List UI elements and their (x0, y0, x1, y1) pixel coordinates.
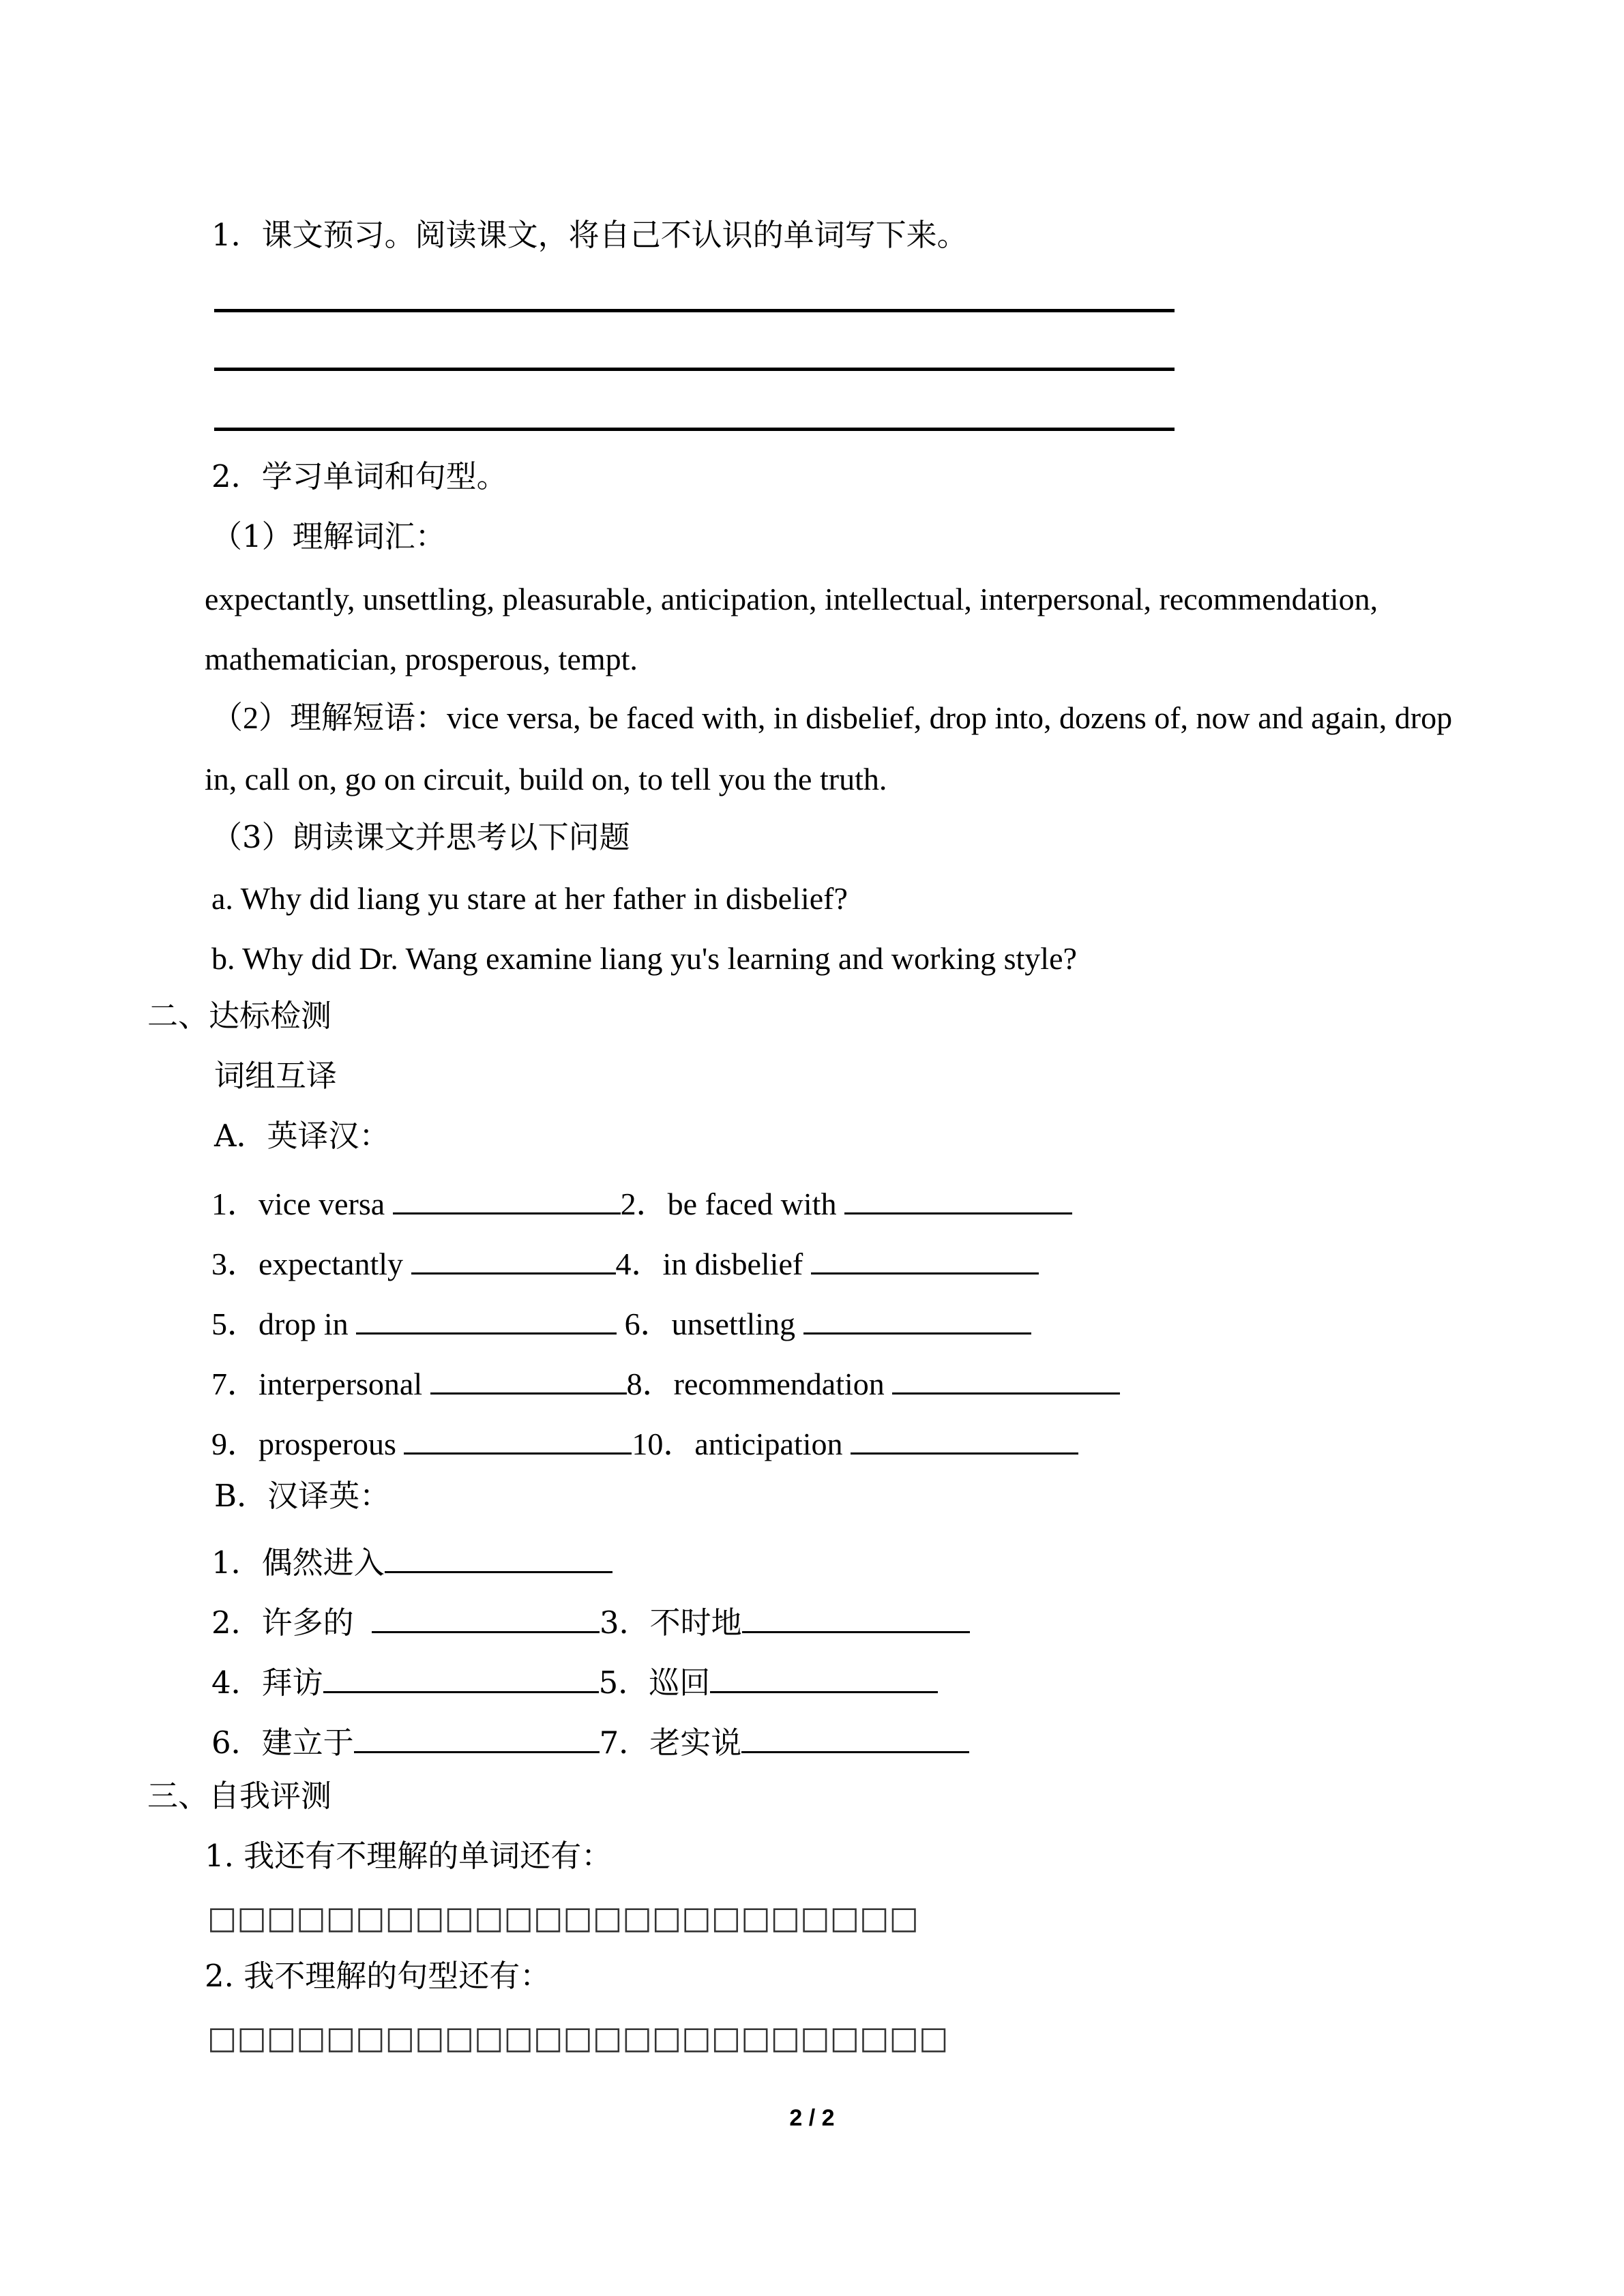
part-a-row-3 (211, 1301, 1031, 1340)
part-b-item-6: 6．建立于 (211, 1725, 354, 1761)
part-a-item-5: 5．drop in (211, 1307, 357, 1341)
part-a-item-8: 8．recommendation (626, 1367, 893, 1401)
part-a-label: A．英译汉： (214, 1118, 390, 1154)
vocab-label: （1）理解词汇： (211, 518, 446, 554)
part-a-item-2: 2．be faced with (620, 1187, 844, 1221)
part-a-row-5 (211, 1421, 1078, 1460)
answer-line-2 (214, 368, 1175, 371)
part-b-item-1: 1．偶然进入 (211, 1545, 385, 1581)
answer-blank[interactable] (411, 1241, 616, 1274)
answer-line-1 (214, 309, 1175, 312)
answer-blank[interactable] (430, 1361, 627, 1395)
vocab-words-line2: mathematician, prosperous, tempt. (205, 642, 638, 676)
part-a-item-9: 9．prosperous (211, 1427, 404, 1461)
answer-blank[interactable] (892, 1361, 1120, 1395)
page-number: 2 / 2 (789, 2105, 835, 2131)
checkbox-row-2[interactable]: □□□□□□□□□□□□□□□□□□□□□□□□□ (207, 2019, 949, 2056)
part-b-item-7: 7．老实说 (599, 1725, 742, 1761)
answer-line-3 (214, 428, 1175, 431)
answer-blank[interactable] (372, 1600, 600, 1633)
answer-blank[interactable] (323, 1660, 599, 1693)
answer-blank[interactable] (385, 1540, 612, 1573)
section-2-heading: 二、达标检测 (147, 998, 332, 1034)
vocab-words-line1: expectantly, unsettling, pleasurable, anticipation, intellectual, interpersonal, recommendation, (205, 582, 1378, 616)
part-a-row-4 (211, 1361, 1120, 1400)
part-b-row-1 (211, 1540, 612, 1581)
self-check-item-1: 1. 我还有不理解的单词还有： (205, 1838, 612, 1874)
answer-blank[interactable] (356, 1301, 617, 1335)
answer-blank[interactable] (851, 1421, 1078, 1455)
part-b-row-2 (211, 1600, 970, 1641)
part-b-label: B．汉译英： (214, 1478, 391, 1514)
part-a-item-3: 3．expectantly (211, 1247, 411, 1281)
answer-blank[interactable] (742, 1600, 970, 1633)
checkbox-row-1[interactable]: □□□□□□□□□□□□□□□□□□□□□□□□ (207, 1899, 919, 1936)
translation-subheading: 词组互译 (214, 1058, 338, 1094)
part-a-item-10: 10．anticipation (632, 1427, 851, 1461)
part-b-row-4 (211, 1720, 969, 1761)
phrases-line1: （2）理解短语：vice versa, be faced with, in disbelief, drop into, dozens of, now and again, drop (211, 700, 1453, 735)
phrases-line2: in, call on, go on circuit, build on, to tell you the truth. (205, 762, 887, 796)
answer-blank[interactable] (811, 1241, 1039, 1274)
part-a-item-7: 7．interpersonal (211, 1367, 430, 1401)
part-b-item-5: 5．巡回 (598, 1665, 711, 1701)
preview-task: 1．课文预习。阅读课文，将自己不认识的单词写下来。 (211, 217, 968, 253)
question-a: a. Why did liang yu stare at her father in disbelief? (211, 881, 848, 916)
answer-blank[interactable] (354, 1720, 600, 1753)
part-a-item-4: 4．in disbelief (615, 1247, 811, 1281)
part-a-row-2 (211, 1241, 1039, 1280)
answer-blank[interactable] (710, 1660, 938, 1693)
part-b-item-2: 2．许多的 (211, 1605, 364, 1641)
part-b-row-3 (211, 1660, 938, 1701)
part-a-item-1: 1．vice versa (211, 1187, 393, 1221)
answer-blank[interactable] (803, 1301, 1031, 1335)
study-task: 2．学习单词和句型。 (211, 458, 507, 494)
part-a-row-1 (211, 1181, 1072, 1220)
answer-blank[interactable] (393, 1181, 621, 1214)
answer-blank[interactable] (404, 1421, 632, 1455)
part-b-item-4: 4．拜访 (211, 1665, 323, 1701)
part-a-item-6: 6．unsettling (624, 1307, 803, 1341)
answer-blank[interactable] (741, 1720, 969, 1753)
question-b: b. Why did Dr. Wang examine liang yu's learning and working style? (211, 941, 1077, 976)
part-b-item-3: 3．不时地 (599, 1605, 742, 1641)
section-3-heading: 三、自我评测 (147, 1778, 332, 1814)
reading-task-label: （3）朗读课文并思考以下问题 (211, 819, 630, 855)
answer-blank[interactable] (844, 1181, 1072, 1214)
self-check-item-2: 2. 我不理解的句型还有： (205, 1958, 551, 1994)
